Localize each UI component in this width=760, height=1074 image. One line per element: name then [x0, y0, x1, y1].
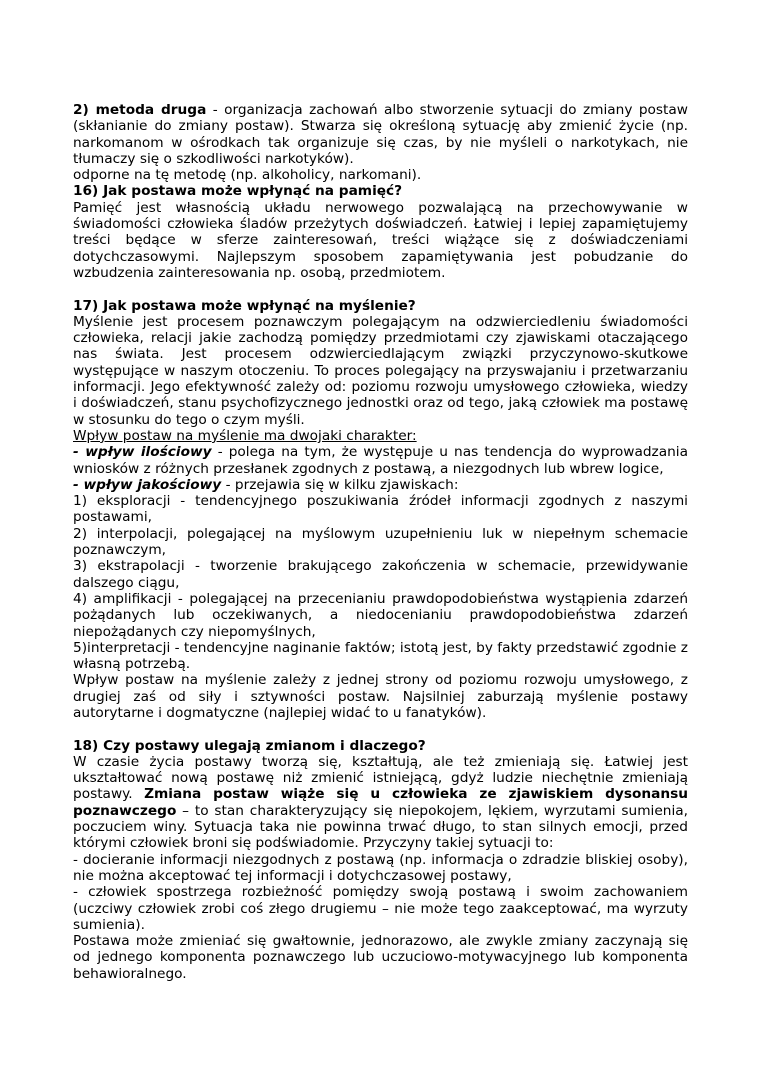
- metoda-druga-label: 2) metoda druga: [73, 102, 207, 118]
- jakosciowy-label: - wpływ jakościowy: [73, 476, 222, 493]
- list-item: 2) interpolacji, polegającej na myślowym uzupełnieniu luk w niepełnym schemacie poznawczym,: [73, 525, 688, 559]
- paragraph-metoda-druga: [73, 102, 688, 167]
- ilosciowy-label: - wpływ ilościowy: [73, 444, 212, 461]
- spacer: [73, 281, 688, 297]
- heading-17-text: 17) Jak postawa może wpłynąć na myślenie?: [73, 297, 416, 314]
- paragraph-17-end: Wpływ postaw na myślenie zależy z jednej strony od poziomu rozwoju umysłowego, z drugiej zaś od siły i sztywności postaw. Najsilniej zaburzają myślenie postawy autorytarne i dogmatyczne (najlepiej widać to u fanatyków).: [73, 672, 688, 721]
- spacer: [73, 721, 688, 737]
- list-item: 1) eksploracji - tendencyjnego poszukiwania źródeł informacji zgodnych z naszymi postawami,: [73, 493, 688, 526]
- p18-bold: Zmiana postaw wiąże się u człowieka ze zjawiskiem dysonansu poznawczego: [73, 786, 688, 819]
- heading-16-text: 16) Jak postawa może wpłynąć na pamięć?: [73, 183, 403, 200]
- list-item: 5)interpretacji - tendencyjne naginanie faktów; istotą jest, by fakty przedstawić zgodnie z własną potrzebą.: [73, 639, 688, 673]
- underlined-text: Wpływ postaw na myślenie ma dwojaki charakter:: [73, 427, 417, 444]
- heading-18: [73, 738, 688, 754]
- list-item: 3) ekstrapolacji - tworzenie brakującego zakończenia w schemacie, przewidywanie dalszego ciągu,: [73, 558, 688, 591]
- paragraph-odporne: odporne na tę metodę (np. alkoholicy, narkomani).: [73, 167, 422, 184]
- paragraph-17-underline: [73, 428, 688, 444]
- paragraph-17: Myślenie jest procesem poznawczym polegającym na odzwierciedleniu świadomości człowieka, relacji jakie zachodzą pomiędzy przedmiotami czy zjawiskami otaczającego nas świata. Jest procesem odzwierciedlającym związki przyczynowo-skutkowe występujące w naszym otoczeniu. To proces polegający na przyswajaniu i przetwarzaniu informacji. Jego efektywność zależy od: poziomu rozwoju umysłowego człowieka, wiedzy i doświadczeń, stanu psychofizycznego jednostki oraz od tego, jaką człowiek ma postawę w stosunku do tego o czym myśli.: [73, 313, 688, 428]
- paragraph-18-end: Postawa może zmieniać się gwałtownie, jednorazowo, ale zwykle zmiany zaczynają się od jednego komponenta poznawczego lub uczuciowo-motywacyjnego lub komponenta behawioralnego.: [73, 933, 688, 982]
- metoda-druga-text: - organizacja zachowań albo stworzenie sytuacji do zmiany postaw (skłanianie do zmiany postaw). Stwarza się określoną sytuację aby zmienić życie (np. narkomanom w ośrodkach tak organizuje się czas, by nie myśleli o narkotykach, nie tłumaczy się o szkodliwości narkotyków).: [73, 102, 688, 167]
- paragraph-18: [73, 754, 688, 852]
- paragraph-jakosciowy: [73, 477, 688, 493]
- heading-18-text: 18) Czy postawy ulegają zmianom i dlaczego?: [73, 737, 426, 754]
- paragraph-ilosciowy: [73, 444, 688, 477]
- heading-17: [73, 298, 688, 314]
- list-item: 4) amplifikacji - polegającej na przecenianiu prawdopodobieństwa wystąpienia zdarzeń pożądanych lub oczekiwanych, a niedocenianiu prawdopodobieństwa zdarzeń niepożądanych czy niepomyślnych,: [73, 590, 688, 640]
- p18-text-a: W czasie życia postawy tworzą się, kształtują, ale też zmieniają się. Łatwiej jest ukształtować nową postawę niż zmienić istniejącą, gdyż ludzie niechętnie zmieniają postawy.: [73, 753, 688, 803]
- paragraph-16: Pamięć jest własnością układu nerwowego pozwalającą na przechowywanie w świadomości człowieka śladów przeżytych doświadczeń. Łatwiej i lepiej zapamiętujemy treści będące w sferze zainteresowań, treści wiążące się z doświadczeniami dotychczasowymi. Najlepszym sposobem zapamiętywania jest pobudzanie do wzbudzenia zainteresowania np. osobą, przedmiotem.: [73, 199, 688, 281]
- p18-text-b: – to stan charakteryzujący się niepokojem, lękiem, wyrzutami sumienia, poczuciem winy. Sytuacja taka nie powinna trwać długo, to stan silnych emocji, przed którymi człowiek broni się podświadomie. Przyczyny takiej sytuacji to:: [73, 802, 688, 852]
- ilosciowy-text: - polega na tym, że występuje u nas tendencja do wyprowadzania wniosków z różnych przesłanek zgodnych z postawą, a niezgodnych lub wbrew logice,: [73, 444, 688, 477]
- heading-16: [73, 183, 688, 199]
- jakosciowy-text: - przejawia się w kilku zjawiskach:: [221, 476, 459, 493]
- list-item: - docieranie informacji niezgodnych z postawą (np. informacja o zdradzie bliskiej osoby), nie można akceptować tej informacji i dotychczasowej postawy,: [73, 851, 688, 884]
- list-item: - człowiek spostrzega rozbieżność pomiędzy swoją postawą i swoim zachowaniem (uczciwy człowiek zrobi coś złego drugiemu – nie może tego zaakceptować, ma wyrzuty sumienia).: [73, 884, 688, 933]
